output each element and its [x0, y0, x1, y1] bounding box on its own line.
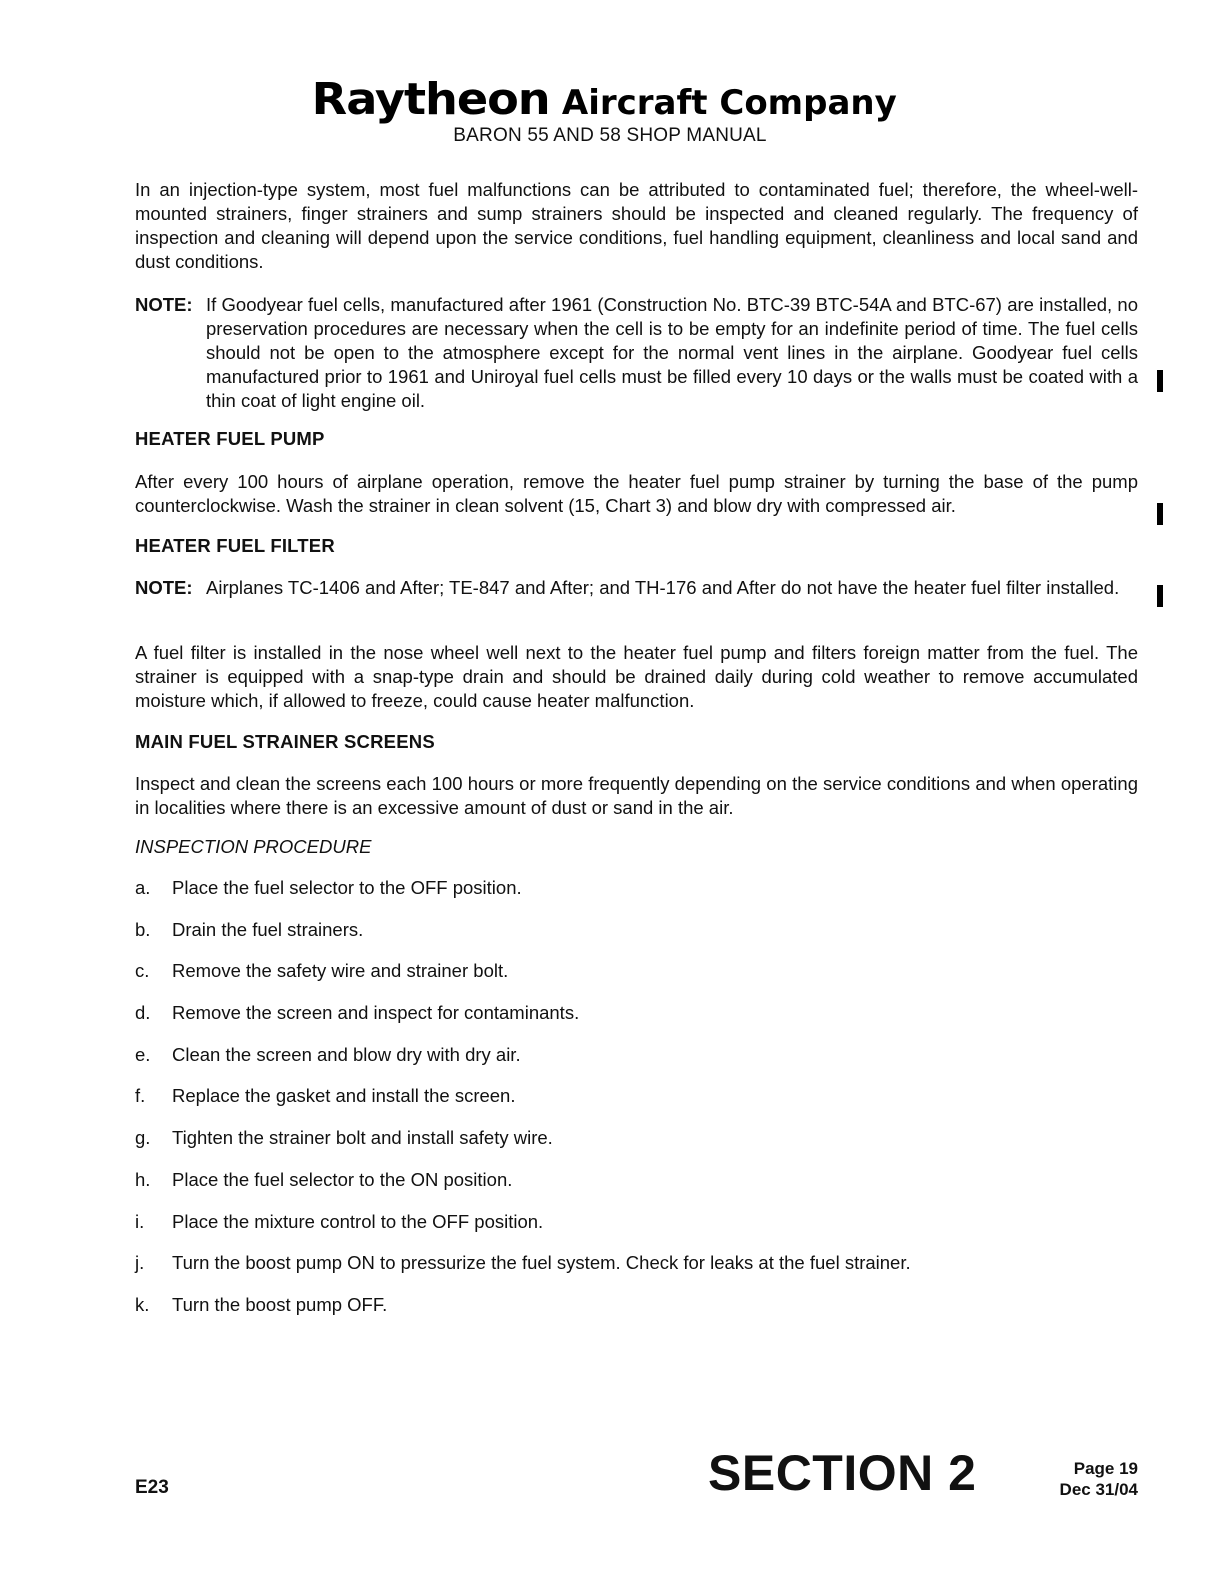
intro-paragraph	[135, 178, 1138, 274]
list-item	[135, 1001, 1135, 1043]
heater-fuel-pump-heading: HEATER FUEL PUMP	[135, 428, 325, 449]
list-item	[135, 959, 1135, 1001]
main-fuel-strainer-text: Inspect and clean the screens each 100 hours or more frequently depending on the service conditions and when operating in localities where there is an excessive amount of dust or sand in the air.	[135, 773, 1138, 818]
note-label: NOTE:	[135, 577, 193, 598]
step-text: Replace the gasket and install the screen.	[172, 1085, 516, 1107]
step-text: Place the mixture control to the OFF position.	[172, 1210, 544, 1232]
heater-fuel-filter-paragraph	[135, 641, 1138, 713]
list-item	[135, 1126, 1135, 1168]
list-item	[135, 1043, 1135, 1085]
step-text: Place the fuel selector to the ON position.	[172, 1168, 513, 1190]
revision-date: Dec 31/04	[1059, 1480, 1138, 1499]
step-text: Turn the boost pump ON to pressurize the fuel system. Check for leaks at the fuel strainer.	[172, 1252, 911, 1274]
manual-title: BARON 55 AND 58 SHOP MANUAL	[453, 125, 767, 146]
step-letter: b.	[135, 918, 151, 940]
brand	[311, 74, 897, 125]
revision-bar	[1157, 370, 1163, 392]
list-item	[135, 1084, 1135, 1126]
page-number: Page 19	[1073, 1459, 1138, 1478]
step-text: Drain the fuel strainers.	[172, 918, 364, 940]
revision-bar	[1157, 585, 1163, 607]
list-item	[135, 1293, 1135, 1335]
step-text: Tighten the strainer bolt and install safety wire.	[172, 1127, 553, 1149]
step-text: Place the fuel selector to the OFF position.	[172, 877, 522, 898]
company-name: Aircraft Company	[561, 83, 897, 123]
inspection-steps	[135, 876, 1135, 1335]
list-item	[135, 1251, 1135, 1293]
footer-section-title: SECTION 2	[708, 1445, 977, 1501]
step-letter: a.	[135, 877, 151, 898]
list-item	[135, 918, 1135, 960]
intro-text: In an injection-type system, most fuel malfunctions can be attributed to contaminated fuel; therefore, the wheel-well-mounted strainers, finger strainers and sump strainers should be inspected and cleaned regularly. The frequency of inspection and cleaning will depend upon the service conditions, fuel handling equipment, cleanliness and local sand and dust conditions.	[135, 179, 1138, 272]
note-text: Airplanes TC-1406 and After; TE-847 and After; and TH-176 and After do not have the heater fuel filter installed.	[206, 577, 1120, 598]
heater-fuel-pump-text: After every 100 hours of airplane operation, remove the heater fuel pump strainer by turning the base of the pump counterclockwise. Wash the strainer in clean solvent (15, Chart 3) and blow dry with compressed air.	[135, 471, 1138, 516]
main-fuel-strainer-heading: MAIN FUEL STRAINER SCREENS	[135, 731, 435, 752]
list-item	[135, 1210, 1135, 1252]
heater-fuel-pump-paragraph	[135, 470, 1138, 518]
step-letter: f.	[135, 1085, 146, 1107]
note-heater-filter	[135, 576, 1138, 600]
list-item	[135, 876, 1135, 918]
step-letter: g.	[135, 1127, 151, 1149]
step-text: Remove the safety wire and strainer bolt.	[172, 960, 509, 982]
step-letter: c.	[135, 960, 150, 982]
step-text: Turn the boost pump OFF.	[172, 1293, 388, 1315]
step-text: Clean the screen and blow dry with dry air.	[172, 1043, 521, 1065]
main-fuel-strainer-paragraph	[135, 772, 1138, 820]
step-letter: d.	[135, 1002, 151, 1024]
step-letter: h.	[135, 1168, 151, 1190]
inspection-procedure-heading: INSPECTION PROCEDURE	[135, 836, 372, 857]
step-text: Remove the screen and inspect for contaminants.	[172, 1002, 580, 1024]
step-letter: j.	[135, 1252, 145, 1274]
heater-fuel-filter-heading: HEATER FUEL FILTER	[135, 535, 335, 556]
list-item	[135, 1168, 1135, 1210]
footer-page-info	[1040, 1458, 1138, 1500]
heater-fuel-filter-text: A fuel filter is installed in the nose wheel well next to the heater fuel pump and filters foreign matter from the fuel. The strainer is equipped with a snap-type drain and should be drained daily during cold weather to remove accumulated moisture which, if allowed to freeze, could cause heater malfunction.	[135, 642, 1138, 711]
footer-code: E23	[135, 1477, 169, 1498]
step-letter: k.	[135, 1293, 150, 1315]
step-letter: i.	[135, 1210, 145, 1232]
note-fuel-cells	[135, 293, 1138, 413]
raytheon-logo: Raytheon	[311, 74, 550, 125]
revision-bar	[1157, 503, 1163, 525]
page-header	[0, 74, 1220, 125]
note-label: NOTE:	[135, 294, 193, 315]
note-text: If Goodyear fuel cells, manufactured after 1961 (Construction No. BTC-39 BTC-54A and BTC-67) are installed, no preservation procedures are necessary when the cell is to be empty for an indefinite period of time. The fuel cells should not be open to the atmosphere except for the normal vent lines in the airplane. Goodyear fuel cells manufactured prior to 1961 and Uniroyal fuel cells must be filled every 10 days or the walls must be coated with a thin coat of light engine oil.	[206, 294, 1138, 411]
step-letter: e.	[135, 1043, 151, 1065]
